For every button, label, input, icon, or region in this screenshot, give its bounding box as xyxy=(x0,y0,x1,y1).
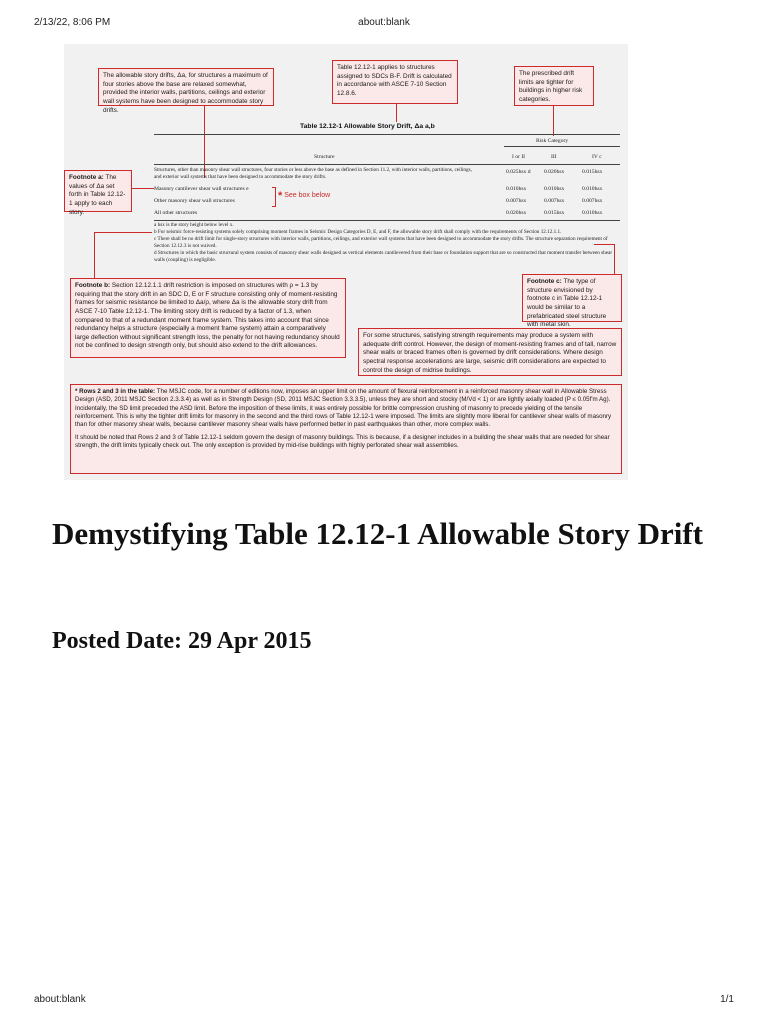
table-cell: 0.025hsx d xyxy=(506,169,531,175)
table-cell: 0.015hsx xyxy=(544,210,565,216)
table-cell: 0.007hsx xyxy=(544,198,565,204)
rows-2-3-text: The MSJC code, for a number of editions now, imposes an upper limit on the amount of flexural reinforcement in a reinforced masonry shear wall in Allowable Stress Design (ASD, 2011 MSJC Section 2.3.3.4) as well as in Strength Design (SD, 2011 MSJC Section 3.3.3.5), unless they are short and stocky (M/Vd < 1) or are lightly axially loaded (P ≤ 0.05f'm Ag). Incidentally, the SD limit preceded the ASD limit. Before the imposition of these limits, it was entirely possible for brittle compression crushing of masonry to precede yielding of the tensile reinforcement. This is why the tighter drift limits for masonry in the second and the third rows of Table 12.12-1 were imposed. The limits are slightly more liberal for cantilever shear walls of masonry than for other masonry shear walls, because cantilever masonry shear walls have performed better in past earthquakes than other, more complex walls. xyxy=(75,388,612,429)
table-rule xyxy=(504,146,620,147)
leader-line xyxy=(553,106,554,136)
note-footnote-b xyxy=(70,278,346,358)
risk-category-header: Risk Category xyxy=(536,138,569,144)
page-number: 1/1 xyxy=(720,994,734,1005)
leader-line xyxy=(94,232,95,278)
page-title: Demystifying Table 12.12-1 Allowable Story Drift xyxy=(52,516,703,551)
table-row-4-structure: All other structures xyxy=(154,210,198,216)
footnote-c-text: The type of structure envisioned by footnote c in Table 12.12-1 would be similar to a prefabricated steel structure with metal skin. xyxy=(527,278,607,329)
footnote-a-text: The values of Δa set forth in Table 12.12-1 apply to each story. xyxy=(69,174,126,216)
rows-2-3-paragraph-2: It should be noted that Rows 2 and 3 of Table 12.12-1 seldom govern the design of masonry buildings. This is because, if a designer includes in a building the shear walls that are needed for shear strength, the drift limits typically check out. The only exception is provided by mid-rise buildings with highly perforated shear wall assemblies. xyxy=(75,433,610,450)
table-cell: 0.020hsx xyxy=(544,169,565,175)
table-footnote: d Structures in which the basic structural system consists of masonry shear walls designed as vertical elements cantilevered from their base or foundation support that are so constructed that moment transfer between shear walls (coupling) is negligible. xyxy=(154,250,613,264)
note-sdc-applicability: Table 12.12-1 applies to structures assigned to SDCs B-F. Drift is calculated in accordance with ASCE 7-10 Section 12.8.6. xyxy=(332,60,458,104)
note-risk-category: The prescribed drift limits are tighter for buildings in higher risk categories. xyxy=(514,66,594,106)
risk-col-3: IV c xyxy=(592,154,602,160)
posted-date: Posted Date: 29 Apr 2015 xyxy=(52,628,312,654)
print-url: about:blank xyxy=(358,17,410,28)
rows-2-3-paragraph xyxy=(75,388,617,430)
table-rule xyxy=(154,134,620,135)
note-relaxed-drift: The allowable story drifts, Δa, for structures a maximum of four stories above the base are relaxed somewhat, provided the interior walls, partitions, ceilings and exterior wall systems have been designed to accommodate story drifts. xyxy=(98,68,274,106)
asterisk-icon: * xyxy=(278,190,283,202)
table-row-3-structure: Other masonry shear wall structures xyxy=(154,198,235,204)
footnote-b-text: Section 12.12.1.1 drift restriction is imposed on structures with ρ = 1.3 by requiring that the story drift in an SDC D, E or F structure consisting only of moment-resisting frames for seismic resistance be limited to Δa/ρ, where Δa is the allowable story drift from ASCE 7-10 Table 12.12-1. The limiting story drift is reduced by a factor of 1.3, when compared to that of a redundant moment frame system. This takes into account that since redundancy helps a structure (especially a moment frame system) attain a comparatively large deflection without significant strength loss, the penalty for not having redundancy should not be confined to design strength only, but should also extend to the drift allowances. xyxy=(75,282,340,350)
note-footnote-c xyxy=(522,274,622,329)
table-footnotes xyxy=(154,222,620,264)
leader-line xyxy=(94,232,152,233)
structure-header: Structure xyxy=(314,154,335,160)
see-box-note xyxy=(278,190,330,202)
table-cell: 0.020hsx xyxy=(506,210,527,216)
table-row-2-structure: Masonry cantilever shear wall structures e xyxy=(154,186,249,192)
footer-url: about:blank xyxy=(34,994,86,1005)
see-box-label: See box below xyxy=(284,192,331,199)
leader-line xyxy=(132,188,154,189)
table-cell: 0.007hsx xyxy=(506,198,527,204)
table-footnote: c There shall be no drift limit for single-story structures with interior walls, partitions, ceilings, and exterior wall systems that have been designed to accommodate the story drifts. The structure separation requirement of Section 12.12.3 is not waived. xyxy=(154,236,608,250)
note-footnote-a xyxy=(64,170,132,216)
rows-bracket xyxy=(272,187,276,207)
table-cell: 0.010hsx xyxy=(506,186,527,192)
note-strength-drift: For some structures, satisfying strength requirements may produce a system with adequate drift control. However, the design of moment-resisting frames and of tall, narrow shear walls or braced frames often is governed by drift considerations. Where design spectral response accelerations are large, seismic drift considerations are expected to control the design of midrise buildings. xyxy=(358,328,622,376)
leader-line xyxy=(396,104,397,122)
table-rule xyxy=(154,220,620,221)
table-cell: 0.010hsx xyxy=(582,186,603,192)
table-cell: 0.010hsx xyxy=(544,186,565,192)
table-rule xyxy=(154,164,620,165)
risk-col-2: III xyxy=(551,154,557,160)
print-datetime: 2/13/22, 8:06 PM xyxy=(34,17,111,28)
table-cell: 0.015hsx xyxy=(582,169,603,175)
note-rows-2-3 xyxy=(70,384,622,474)
table-footnote: a hsx is the story height below level x. xyxy=(154,222,234,228)
table-cell: 0.010hsx xyxy=(582,210,603,216)
risk-col-1: I or II xyxy=(512,154,526,160)
annotated-table-figure xyxy=(64,44,628,480)
rows-2-3-label: * Rows 2 and 3 in the table: xyxy=(75,388,156,395)
table-title: Table 12.12-1 Allowable Story Drift, Δa a,b xyxy=(300,123,435,130)
table-footnote: b For seismic force-resisting systems solely comprising moment frames in Seismic Design Categories D, E, and F, the allowable story drift shall comply with the requirements of Section 12.12.1.1. xyxy=(154,229,562,236)
table-row-1-structure: Structures, other than masonry shear wall structures, four stories or less above the base as defined in Section 11.2, with interior walls, partitions, ceilings, and exterior wall systems that have been designed to accommodate the story drifts. xyxy=(154,167,472,181)
table-cell: 0.007hsx xyxy=(582,198,603,204)
footnote-b-label: Footnote b: xyxy=(75,282,111,289)
footnote-a-label: Footnote a: xyxy=(69,174,104,181)
footnote-c-label: Footnote c: xyxy=(527,278,562,285)
